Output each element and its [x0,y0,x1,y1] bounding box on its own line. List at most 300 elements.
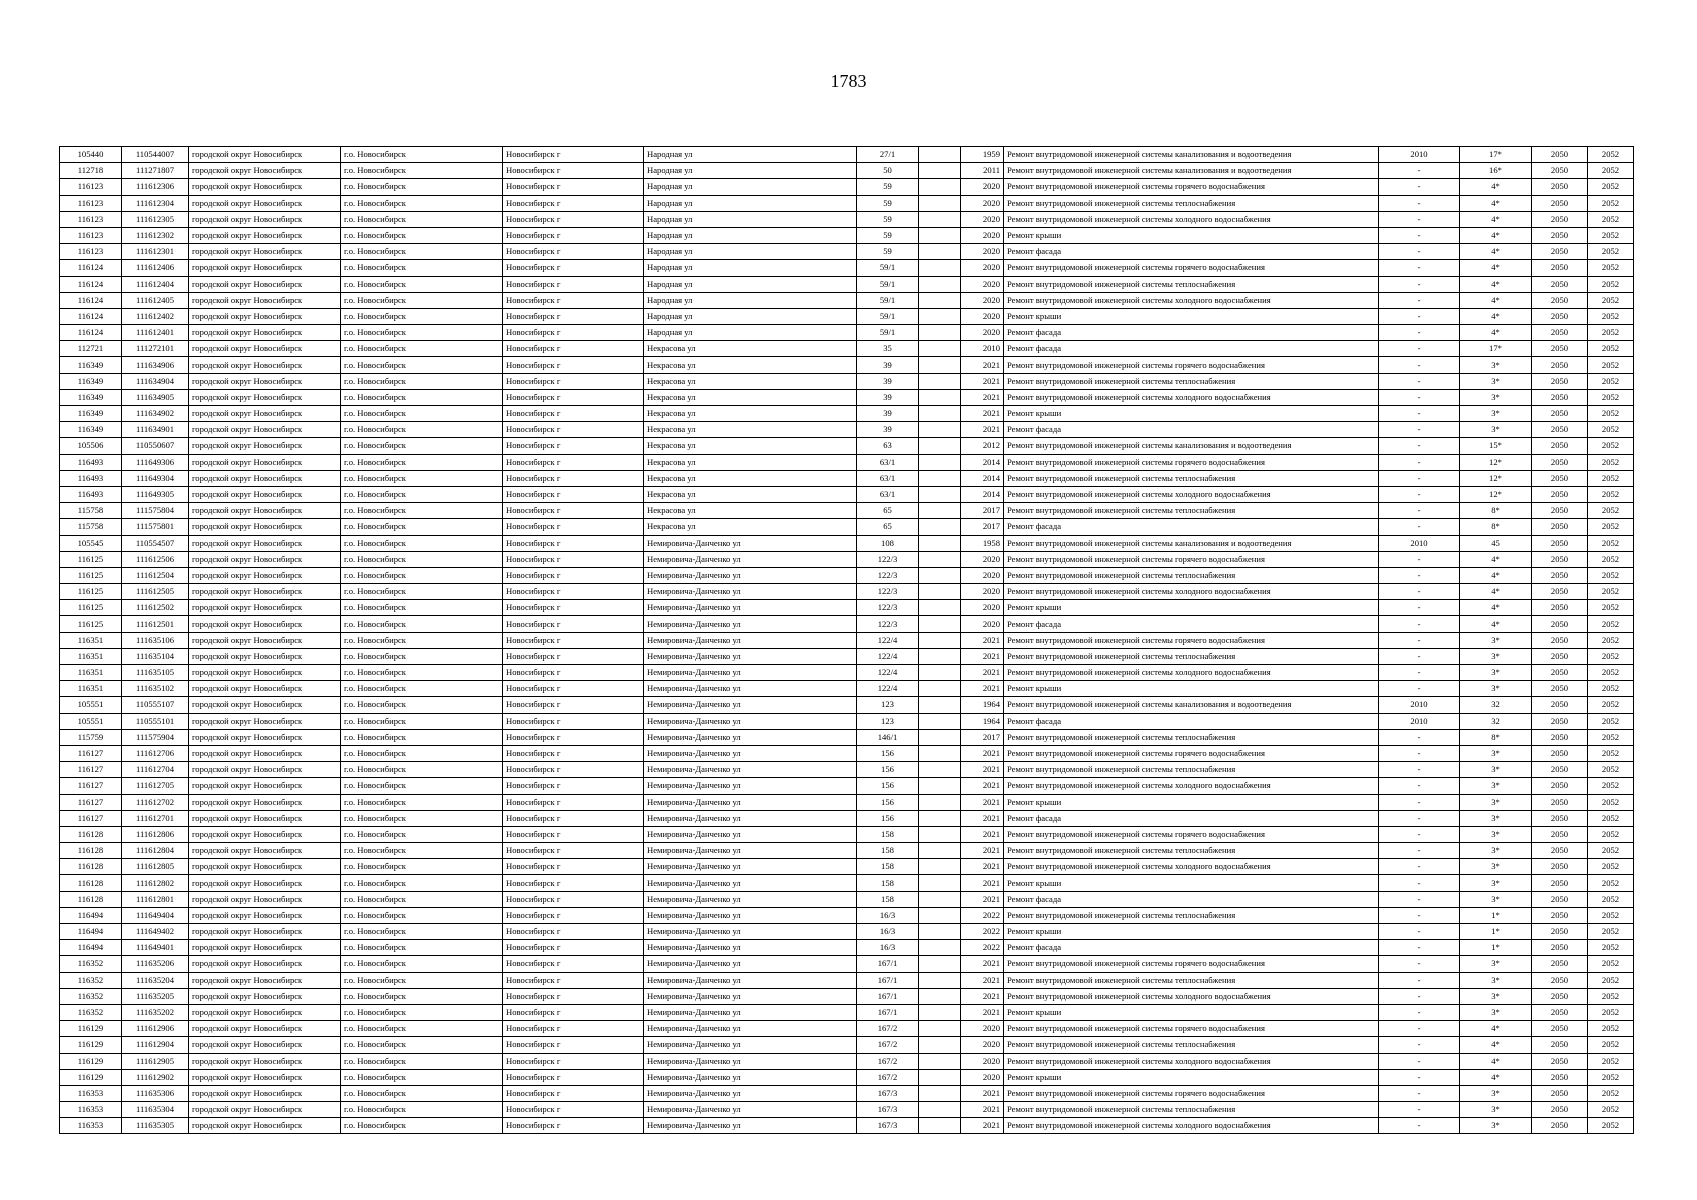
wear-cell: 1* [1460,924,1532,940]
plan-end-cell: 2052 [1588,826,1634,842]
table-row [60,373,1634,389]
plan-start-cell: 2050 [1532,762,1588,778]
building-cell [919,276,961,292]
plan-start-cell: 2050 [1532,584,1588,600]
house-number-cell: 167/2 [857,1021,919,1037]
city-cell: Новосибирск г [503,163,644,179]
house-id-cell: 116123 [60,244,122,260]
element-id-cell: 110544007 [122,147,189,163]
municipality-cell: городской округ Новосибирск [189,244,341,260]
building-cell [919,1085,961,1101]
building-cell [919,697,961,713]
plan-end-cell: 2052 [1588,1037,1634,1053]
work-type-cell: Ремонт фасада [1004,891,1379,907]
last-repair-year-cell: 2010 [1379,535,1460,551]
building-cell [919,843,961,859]
building-cell [919,438,961,454]
house-number-cell: 122/3 [857,616,919,632]
plan-end-cell: 2052 [1588,729,1634,745]
street-cell: Немировича-Данченко ул [644,843,857,859]
street-cell: Некрасова ул [644,438,857,454]
plan-end-cell: 2052 [1588,762,1634,778]
last-repair-year-cell: - [1379,1053,1460,1069]
building-cell [919,875,961,891]
work-type-cell: Ремонт внутридомовой инженерной системы холодного водоснабжения [1004,1053,1379,1069]
plan-end-cell: 2052 [1588,907,1634,923]
district-cell: г.о. Новосибирск [341,859,503,875]
plan-start-cell: 2050 [1532,244,1588,260]
street-cell: Немировича-Данченко ул [644,535,857,551]
house-id-cell: 116349 [60,389,122,405]
work-type-cell: Ремонт внутридомовой инженерной системы горячего водоснабжения [1004,826,1379,842]
municipality-cell: городской округ Новосибирск [189,713,341,729]
element-id-cell: 111635305 [122,1118,189,1134]
element-id-cell: 111649404 [122,907,189,923]
house-number-cell: 39 [857,406,919,422]
street-cell: Некрасова ул [644,519,857,535]
table-row [60,956,1634,972]
house-number-cell: 158 [857,875,919,891]
building-cell [919,972,961,988]
table-row [60,1021,1634,1037]
table-row [60,794,1634,810]
municipality-cell: городской округ Новосибирск [189,211,341,227]
last-repair-year-cell: - [1379,163,1460,179]
municipality-cell: городской округ Новосибирск [189,859,341,875]
work-type-cell: Ремонт крыши [1004,406,1379,422]
work-type-cell: Ремонт внутридомовой инженерной системы холодного водоснабжения [1004,584,1379,600]
work-type-cell: Ремонт фасада [1004,244,1379,260]
last-repair-year-cell: - [1379,519,1460,535]
city-cell: Новосибирск г [503,438,644,454]
wear-cell: 3* [1460,406,1532,422]
district-cell: г.о. Новосибирск [341,389,503,405]
plan-start-cell: 2050 [1532,308,1588,324]
wear-cell: 1* [1460,940,1532,956]
municipality-cell: городской округ Новосибирск [189,227,341,243]
plan-end-cell: 2052 [1588,810,1634,826]
building-cell [919,486,961,502]
wear-cell: 3* [1460,843,1532,859]
district-cell: г.о. Новосибирск [341,470,503,486]
district-cell: г.о. Новосибирск [341,535,503,551]
work-type-cell: Ремонт внутридомовой инженерной системы холодного водоснабжения [1004,389,1379,405]
house-number-cell: 167/2 [857,1037,919,1053]
year-cell: 2020 [961,292,1004,308]
city-cell: Новосибирск г [503,551,644,567]
last-repair-year-cell: - [1379,179,1460,195]
house-number-cell: 65 [857,503,919,519]
street-cell: Народная ул [644,179,857,195]
house-id-cell: 116128 [60,891,122,907]
wear-cell: 12* [1460,454,1532,470]
house-number-cell: 156 [857,794,919,810]
plan-end-cell: 2052 [1588,988,1634,1004]
element-id-cell: 111612806 [122,826,189,842]
wear-cell: 4* [1460,616,1532,632]
municipality-cell: городской округ Новосибирск [189,907,341,923]
plan-end-cell: 2052 [1588,859,1634,875]
table-row [60,567,1634,583]
plan-end-cell: 2052 [1588,681,1634,697]
year-cell: 2020 [961,1021,1004,1037]
table-row [60,438,1634,454]
wear-cell: 3* [1460,826,1532,842]
district-cell: г.о. Новосибирск [341,745,503,761]
municipality-cell: городской округ Новосибирск [189,163,341,179]
last-repair-year-cell: - [1379,308,1460,324]
municipality-cell: городской округ Новосибирск [189,1021,341,1037]
house-number-cell: 156 [857,762,919,778]
element-id-cell: 111612306 [122,179,189,195]
house-id-cell: 116494 [60,907,122,923]
year-cell: 2020 [961,584,1004,600]
building-cell [919,826,961,842]
district-cell: г.о. Новосибирск [341,341,503,357]
house-id-cell: 105440 [60,147,122,163]
last-repair-year-cell: - [1379,195,1460,211]
table-row [60,762,1634,778]
last-repair-year-cell: - [1379,745,1460,761]
city-cell: Новосибирск г [503,211,644,227]
street-cell: Немировича-Данченко ул [644,1021,857,1037]
last-repair-year-cell: - [1379,632,1460,648]
city-cell: Новосибирск г [503,697,644,713]
street-cell: Немировича-Данченко ул [644,616,857,632]
year-cell: 2021 [961,826,1004,842]
municipality-cell: городской округ Новосибирск [189,406,341,422]
building-cell [919,632,961,648]
municipality-cell: городской округ Новосибирск [189,519,341,535]
table-row [60,584,1634,600]
building-cell [919,584,961,600]
district-cell: г.о. Новосибирск [341,406,503,422]
work-type-cell: Ремонт внутридомовой инженерной системы канализования и водоотведения [1004,535,1379,551]
wear-cell: 12* [1460,470,1532,486]
municipality-cell: городской округ Новосибирск [189,470,341,486]
plan-start-cell: 2050 [1532,729,1588,745]
year-cell: 2021 [961,810,1004,826]
plan-start-cell: 2050 [1532,665,1588,681]
district-cell: г.о. Новосибирск [341,438,503,454]
work-type-cell: Ремонт внутридомовой инженерной системы теплоснабжения [1004,648,1379,664]
district-cell: г.о. Новосибирск [341,972,503,988]
house-id-cell: 105545 [60,535,122,551]
work-type-cell: Ремонт внутридомовой инженерной системы теплоснабжения [1004,470,1379,486]
building-cell [919,1053,961,1069]
table-row [60,1037,1634,1053]
house-id-cell: 116494 [60,940,122,956]
plan-end-cell: 2052 [1588,211,1634,227]
street-cell: Немировича-Данченко ул [644,648,857,664]
street-cell: Немировича-Данченко ул [644,1085,857,1101]
building-cell [919,891,961,907]
building-cell [919,940,961,956]
table-row [60,697,1634,713]
plan-start-cell: 2050 [1532,1021,1588,1037]
plan-end-cell: 2052 [1588,551,1634,567]
house-number-cell: 167/1 [857,956,919,972]
house-id-cell: 116123 [60,195,122,211]
municipality-cell: городской округ Новосибирск [189,260,341,276]
building-cell [919,227,961,243]
year-cell: 2021 [961,1118,1004,1134]
house-id-cell: 116128 [60,843,122,859]
wear-cell: 3* [1460,972,1532,988]
house-id-cell: 116351 [60,648,122,664]
element-id-cell: 111612405 [122,292,189,308]
plan-start-cell: 2050 [1532,163,1588,179]
city-cell: Новосибирск г [503,357,644,373]
city-cell: Новосибирск г [503,179,644,195]
year-cell: 2020 [961,260,1004,276]
plan-end-cell: 2052 [1588,486,1634,502]
year-cell: 2020 [961,567,1004,583]
wear-cell: 4* [1460,179,1532,195]
city-cell: Новосибирск г [503,406,644,422]
city-cell: Новосибирск г [503,826,644,842]
city-cell: Новосибирск г [503,681,644,697]
municipality-cell: городской округ Новосибирск [189,438,341,454]
district-cell: г.о. Новосибирск [341,454,503,470]
house-number-cell: 59 [857,179,919,195]
house-number-cell: 122/3 [857,551,919,567]
street-cell: Некрасова ул [644,389,857,405]
last-repair-year-cell: - [1379,940,1460,956]
plan-start-cell: 2050 [1532,907,1588,923]
district-cell: г.о. Новосибирск [341,940,503,956]
plan-start-cell: 2050 [1532,179,1588,195]
table-row [60,665,1634,681]
element-id-cell: 111635104 [122,648,189,664]
last-repair-year-cell: - [1379,924,1460,940]
district-cell: г.о. Новосибирск [341,956,503,972]
table-row [60,826,1634,842]
building-cell [919,357,961,373]
building-cell [919,745,961,761]
house-number-cell: 167/2 [857,1053,919,1069]
plan-start-cell: 2050 [1532,988,1588,1004]
table-row [60,519,1634,535]
house-number-cell: 59/1 [857,292,919,308]
house-id-cell: 116351 [60,681,122,697]
municipality-cell: городской округ Новосибирск [189,276,341,292]
element-id-cell: 110555101 [122,713,189,729]
element-id-cell: 111635304 [122,1102,189,1118]
city-cell: Новосибирск г [503,1118,644,1134]
district-cell: г.о. Новосибирск [341,422,503,438]
plan-end-cell: 2052 [1588,697,1634,713]
street-cell: Немировича-Данченко ул [644,1053,857,1069]
building-cell [919,762,961,778]
work-type-cell: Ремонт фасада [1004,341,1379,357]
district-cell: г.о. Новосибирск [341,665,503,681]
plan-end-cell: 2052 [1588,406,1634,422]
house-number-cell: 167/1 [857,1004,919,1020]
work-type-cell: Ремонт внутридомовой инженерной системы теплоснабжения [1004,1102,1379,1118]
plan-start-cell: 2050 [1532,292,1588,308]
year-cell: 2020 [961,227,1004,243]
work-type-cell: Ремонт внутридомовой инженерной системы холодного водоснабжения [1004,1118,1379,1134]
work-type-cell: Ремонт внутридомовой инженерной системы теплоснабжения [1004,1037,1379,1053]
house-number-cell: 156 [857,810,919,826]
work-type-cell: Ремонт внутридомовой инженерной системы горячего водоснабжения [1004,179,1379,195]
plan-start-cell: 2050 [1532,1004,1588,1020]
plan-end-cell: 2052 [1588,470,1634,486]
building-cell [919,956,961,972]
municipality-cell: городской округ Новосибирск [189,567,341,583]
work-type-cell: Ремонт внутридомовой инженерной системы горячего водоснабжения [1004,551,1379,567]
last-repair-year-cell: - [1379,276,1460,292]
district-cell: г.о. Новосибирск [341,1004,503,1020]
street-cell: Народная ул [644,211,857,227]
table-row [60,535,1634,551]
plan-start-cell: 2050 [1532,211,1588,227]
work-type-cell: Ремонт внутридомовой инженерной системы горячего водоснабжения [1004,260,1379,276]
city-cell: Новосибирск г [503,794,644,810]
district-cell: г.о. Новосибирск [341,211,503,227]
plan-start-cell: 2050 [1532,1069,1588,1085]
wear-cell: 3* [1460,1102,1532,1118]
plan-end-cell: 2052 [1588,195,1634,211]
table-row [60,778,1634,794]
building-cell [919,1004,961,1020]
building-cell [919,859,961,875]
wear-cell: 4* [1460,584,1532,600]
street-cell: Немировича-Данченко ул [644,956,857,972]
house-id-cell: 116493 [60,486,122,502]
table-row [60,486,1634,502]
municipality-cell: городской округ Новосибирск [189,972,341,988]
house-id-cell: 116124 [60,292,122,308]
district-cell: г.о. Новосибирск [341,227,503,243]
element-id-cell: 111612506 [122,551,189,567]
street-cell: Народная ул [644,260,857,276]
work-type-cell: Ремонт внутридомовой инженерной системы холодного водоснабжения [1004,665,1379,681]
district-cell: г.о. Новосибирск [341,1037,503,1053]
last-repair-year-cell: - [1379,648,1460,664]
element-id-cell: 111634904 [122,373,189,389]
last-repair-year-cell: - [1379,616,1460,632]
element-id-cell: 111575804 [122,503,189,519]
street-cell: Немировича-Данченко ул [644,632,857,648]
wear-cell: 3* [1460,745,1532,761]
plan-start-cell: 2050 [1532,600,1588,616]
last-repair-year-cell: - [1379,438,1460,454]
table-row [60,260,1634,276]
table-row [60,600,1634,616]
building-cell [919,147,961,163]
street-cell: Некрасова ул [644,470,857,486]
element-id-cell: 111635306 [122,1085,189,1101]
table-row [60,632,1634,648]
municipality-cell: городской округ Новосибирск [189,341,341,357]
municipality-cell: городской округ Новосибирск [189,147,341,163]
plan-end-cell: 2052 [1588,632,1634,648]
house-number-cell: 59/1 [857,308,919,324]
plan-start-cell: 2050 [1532,567,1588,583]
element-id-cell: 111635102 [122,681,189,697]
plan-start-cell: 2050 [1532,956,1588,972]
wear-cell: 4* [1460,551,1532,567]
street-cell: Немировича-Данченко ул [644,745,857,761]
house-id-cell: 116349 [60,406,122,422]
city-cell: Новосибирск г [503,567,644,583]
plan-start-cell: 2050 [1532,227,1588,243]
building-cell [919,163,961,179]
city-cell: Новосибирск г [503,503,644,519]
building-cell [919,211,961,227]
house-id-cell: 116125 [60,616,122,632]
street-cell: Некрасова ул [644,357,857,373]
house-id-cell: 116349 [60,422,122,438]
building-cell [919,454,961,470]
element-id-cell: 111612906 [122,1021,189,1037]
last-repair-year-cell: - [1379,470,1460,486]
building-cell [919,988,961,1004]
year-cell: 2021 [961,681,1004,697]
plan-end-cell: 2052 [1588,891,1634,907]
year-cell: 2021 [961,875,1004,891]
wear-cell: 3* [1460,1085,1532,1101]
municipality-cell: городской округ Новосибирск [189,325,341,341]
year-cell: 1964 [961,697,1004,713]
work-type-cell: Ремонт внутридомовой инженерной системы канализования и водоотведения [1004,163,1379,179]
building-cell [919,179,961,195]
house-id-cell: 116353 [60,1102,122,1118]
house-id-cell: 116127 [60,810,122,826]
wear-cell: 8* [1460,519,1532,535]
element-id-cell: 110554507 [122,535,189,551]
city-cell: Новосибирск г [503,1102,644,1118]
city-cell: Новосибирск г [503,616,644,632]
house-id-cell: 112718 [60,163,122,179]
year-cell: 2021 [961,632,1004,648]
year-cell: 2017 [961,503,1004,519]
element-id-cell: 111612401 [122,325,189,341]
element-id-cell: 111649306 [122,454,189,470]
plan-end-cell: 2052 [1588,227,1634,243]
plan-end-cell: 2052 [1588,325,1634,341]
table-row [60,1004,1634,1020]
plan-end-cell: 2052 [1588,503,1634,519]
city-cell: Новосибирск г [503,454,644,470]
wear-cell: 3* [1460,648,1532,664]
wear-cell: 12* [1460,486,1532,502]
last-repair-year-cell: - [1379,1085,1460,1101]
wear-cell: 4* [1460,292,1532,308]
table-row [60,713,1634,729]
last-repair-year-cell: - [1379,1021,1460,1037]
table-row [60,907,1634,923]
house-id-cell: 116351 [60,665,122,681]
work-type-cell: Ремонт фасада [1004,325,1379,341]
year-cell: 2020 [961,1037,1004,1053]
house-id-cell: 116127 [60,794,122,810]
year-cell: 2012 [961,438,1004,454]
municipality-cell: городской округ Новосибирск [189,956,341,972]
table-row [60,988,1634,1004]
house-number-cell: 16/3 [857,907,919,923]
last-repair-year-cell: - [1379,260,1460,276]
street-cell: Немировича-Данченко ул [644,875,857,891]
street-cell: Некрасова ул [644,422,857,438]
last-repair-year-cell: - [1379,584,1460,600]
last-repair-year-cell: - [1379,972,1460,988]
work-type-cell: Ремонт внутридомовой инженерной системы теплоснабжения [1004,195,1379,211]
house-id-cell: 116352 [60,972,122,988]
work-type-cell: Ремонт крыши [1004,794,1379,810]
